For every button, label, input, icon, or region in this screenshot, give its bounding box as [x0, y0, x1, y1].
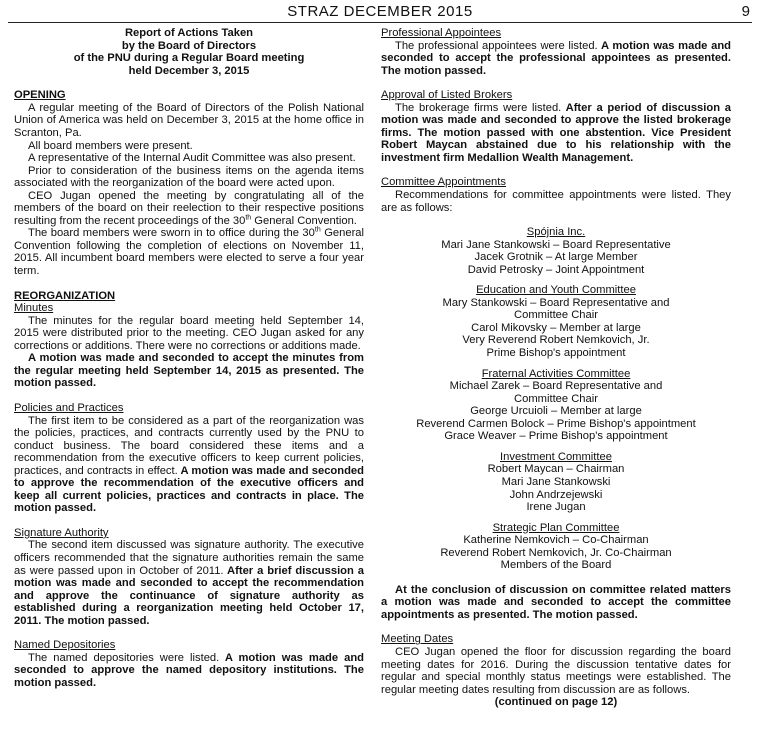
opening-paragraph: A regular meeting of the Board of Directors of the Polish National Union of America was held on December 3, 2015 at the home office in Scranton, Pa. [14, 101, 364, 140]
committee-conclusion: At the conclusion of discussion on committee related matters a motion was made and seconded to accept the committee appointments as presented. The motion passed. [381, 583, 731, 621]
committee-member: Reverend Carmen Bolock – Prime Bishop's appointment [416, 417, 696, 430]
minutes-heading: Minutes [14, 302, 54, 315]
committee-name: Fraternal Activities Committee [481, 367, 631, 380]
committee-member: Reverend Robert Nemkovich, Jr. Co-Chairman [440, 546, 672, 559]
report-title-line: Report of Actions Taken [124, 27, 254, 39]
depositories-paragraph: The named depositories were listed. A motion was made and seconded to approve the named depository institutions. The motion passed. [14, 651, 364, 689]
committee-member: Robert Maycan – Chairman [487, 463, 625, 476]
left-column [14, 27, 364, 689]
opening-paragraph: All board members were present. [28, 139, 193, 152]
committee-name: Spójnia Inc. [526, 226, 586, 239]
committee-block [381, 368, 731, 443]
report-title-line: of the PNU during a Regular Board meeting [73, 52, 305, 65]
committee-block [381, 284, 731, 359]
header-title: STRAZ DECEMBER 2015 [287, 3, 473, 20]
continued-note: (continued on page 12) [494, 696, 618, 709]
right-column [381, 27, 731, 709]
committee-name: Strategic Plan Committee [492, 521, 620, 534]
committee-member: Committee Chair [514, 392, 598, 405]
reorganization-heading: REORGANIZATION [14, 289, 116, 302]
signature-heading: Signature Authority [14, 526, 109, 539]
committee-member: Carol Mikovsky – Member at large [471, 321, 641, 334]
report-title-line: held December 3, 2015 [128, 64, 250, 77]
report-title-line: by the Board of Directors [121, 39, 257, 52]
opening-paragraph: The board members were sworn in to office during the 30th General Convention following the completion of elections on November 11, 2015. All incumbent board members were elected to serve a four year term. [14, 226, 364, 278]
meeting-dates-paragraph: CEO Jugan opened the floor for discussion regarding the board meeting dates for 2016. During the discussion tentative dates for regular and special monthly status meetings were established. The regular meeting dates resulting from discussion are as follows. [381, 645, 731, 696]
policies-paragraph: The first item to be considered as a part of the reorganization was the policies, practices, and contracts currently used by the PNU to conduct business. The board considered these items and a recommendation from the executive officers to keep current policies, practices, and contracts in effect. A motion was made and seconded to approve the recommendation of the executive officers and keep all current policies, practices and contracts in place. The motion passed. [14, 414, 364, 515]
committee-member: George Urcuioli – Member at large [470, 405, 642, 418]
opening-paragraph: A representative of the Internal Audit Committee was also present. [28, 152, 356, 165]
professional-heading: Professional Appointees [381, 27, 502, 39]
report-title [14, 27, 364, 77]
committee-paragraph: Recommendations for committee appointments were listed. They are as follows: [381, 189, 731, 214]
professional-paragraph: The professional appointees were listed. A motion was made and seconded to accept the professional appointees as presented. The motion passed. [381, 39, 731, 77]
committee-member: Very Reverend Robert Nemkovich, Jr. [462, 334, 650, 347]
depositories-heading: Named Depositories [14, 639, 116, 652]
committee-block [381, 226, 731, 276]
committee-member: Mari Jane Stankowski – Board Representative [441, 238, 671, 251]
page-number: 9 [741, 3, 750, 20]
brokers-paragraph: The brokerage firms were listed. After a period of discussion a motion was made and seconded to approve the listed brokerage firms. The motion passed with one abstention. Vice President Robert Maycan abstained due to his relationship with the investment firm Medallion Wealth Management. [381, 101, 732, 164]
minutes-paragraph: The minutes for the regular board meeting held September 14, 2015 were distributed prior to the meeting. CEO Jugan asked for any corrections or additions. There were no corrections or additions made. [14, 314, 364, 352]
minutes-motion: A motion was made and seconded to accept the minutes from the regular meeting held September 14, 2015 as presented. The motion passed. [14, 352, 364, 390]
committee-block [381, 451, 731, 514]
committee-member: Prime Bishop's appointment [486, 347, 626, 360]
committee-member: Members of the Board [500, 559, 612, 572]
meeting-dates-heading: Meeting Dates [381, 633, 454, 646]
committee-member: David Petrosky – Joint Appointment [467, 263, 645, 276]
committee-member: Committee Chair [514, 309, 598, 322]
committee-member: Mari Jane Stankowski [501, 475, 611, 488]
opening-paragraph: Prior to consideration of the business items on the agenda items associated with the reorganization of the board were acted upon. [14, 164, 364, 190]
committee-member: John Andrzejewski [509, 488, 603, 501]
committee-name: Education and Youth Committee [476, 284, 636, 297]
committee-member: Jacek Grotnik – At large Member [474, 251, 638, 264]
opening-paragraph: CEO Jugan opened the meeting by congratulating all of the members of the board on their reelection to their respective positions resulting from the recent proceedings of the 30th General Convention. [14, 189, 364, 227]
policies-heading: Policies and Practices [14, 401, 124, 414]
committee-block [381, 522, 731, 572]
signature-paragraph: The second item discussed was signature authority. The executive officers recommended that the signature authorities remain the same as were passed upon in October of 2011. After a brief discussion a motion was made and seconded to accept the recommendation and approve the continuance of signature authority as established during a reorganization meeting held October 17, 2011. The motion passed. [14, 539, 364, 627]
committee-member: Michael Zarek – Board Representative and [449, 380, 663, 393]
page-header [8, 3, 752, 23]
committee-name: Investment Committee [500, 450, 612, 463]
committee-member: Grace Weaver – Prime Bishop's appointment [444, 430, 668, 443]
opening-heading: OPENING [14, 89, 66, 102]
committee-member: Irene Jugan [526, 501, 586, 514]
committee-member: Mary Stankowski – Board Representative and [442, 296, 670, 309]
committee-heading: Committee Appointments [381, 176, 506, 189]
brokers-heading: Approval of Listed Brokers [381, 89, 513, 102]
committee-member: Katherine Nemkovich – Co-Chairman [463, 534, 649, 547]
